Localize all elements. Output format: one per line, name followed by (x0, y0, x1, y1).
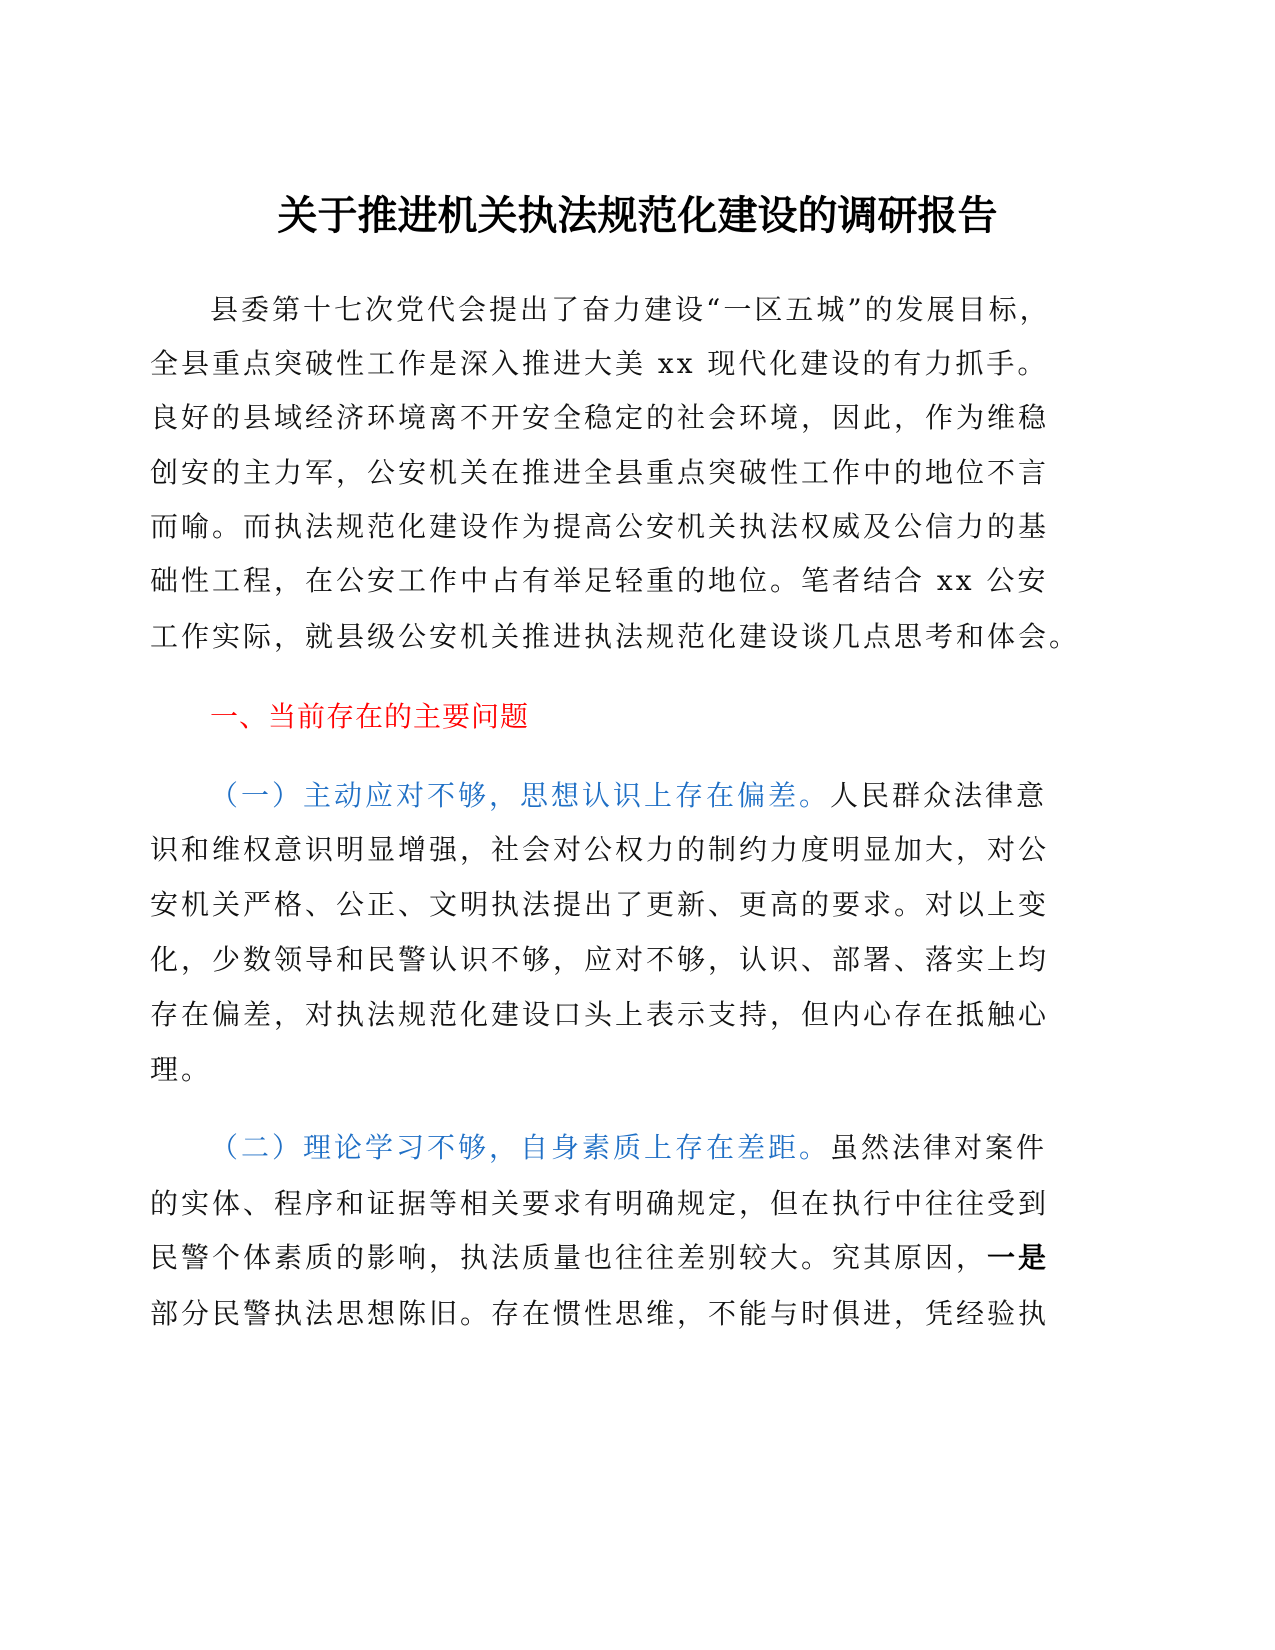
intro-line: 县委第十七次党代会提出了奋力建设“一区五城”的发展目标， (210, 293, 1051, 326)
paragraph-line: 部分民警执法思想陈旧。存在惯性思维，不能与时俱进，凭经验执 (150, 1297, 1050, 1330)
paragraph-text: 虽然法律对案件 (830, 1131, 1048, 1164)
paragraph-line: 识和维权意识明显增强，社会对公权力的制约力度明显加大，对公 (150, 833, 1050, 866)
paragraph-line: 理。 (150, 1053, 213, 1086)
section-heading: 一、当前存在的主要问题 (210, 700, 530, 733)
paragraph-line: 安机关严格、公正、文明执法提出了更新、更高的要求。对以上变 (150, 888, 1050, 921)
paragraph-text: 人民群众法律意 (830, 779, 1048, 812)
subheading: （一）主动应对不够，思想认识上存在偏差。 (210, 779, 831, 812)
intro-line: 良好的县域经济环境离不开安全稳定的社会环境，因此，作为维稳 (150, 401, 1050, 434)
paragraph-line (150, 1238, 1130, 1278)
intro-line: 而喻。而执法规范化建设作为提高公安机关执法权威及公信力的基 (150, 510, 1050, 543)
intro-line: 全县重点突破性工作是深入推进大美 xx 现代化建设的有力抓手。 (150, 347, 1049, 380)
intro-line: 工作实际，就县级公安机关推进执法规范化建设谈几点思考和体会。 (150, 620, 1081, 653)
paragraph-line: 存在偏差，对执法规范化建设口头上表示支持，但内心存在抵触心 (150, 998, 1050, 1031)
subheading: （二）理论学习不够，自身素质上存在差距。 (210, 1131, 831, 1164)
page-title: 关于推进机关执法规范化建设的调研报告 (277, 193, 998, 239)
intro-line: 础性工程，在公安工作中占有举足轻重的地位。笔者结合 xx 公安 (150, 564, 1049, 597)
paragraph-text: 民警个体素质的影响，执法质量也往往差别较大。究其原因， (150, 1241, 988, 1274)
paragraph-line (210, 1128, 1190, 1168)
paragraph-line: 的实体、程序和证据等相关要求有明确规定，但在执行中往往受到 (150, 1187, 1050, 1220)
intro-line: 创安的主力军，公安机关在推进全县重点突破性工作中的地位不言 (150, 456, 1050, 489)
paragraph-line: 化，少数领导和民警认识不够，应对不够，认识、部署、落实上均 (150, 943, 1050, 976)
paragraph-line (210, 776, 1190, 816)
bold-marker: 一是 (987, 1241, 1050, 1274)
